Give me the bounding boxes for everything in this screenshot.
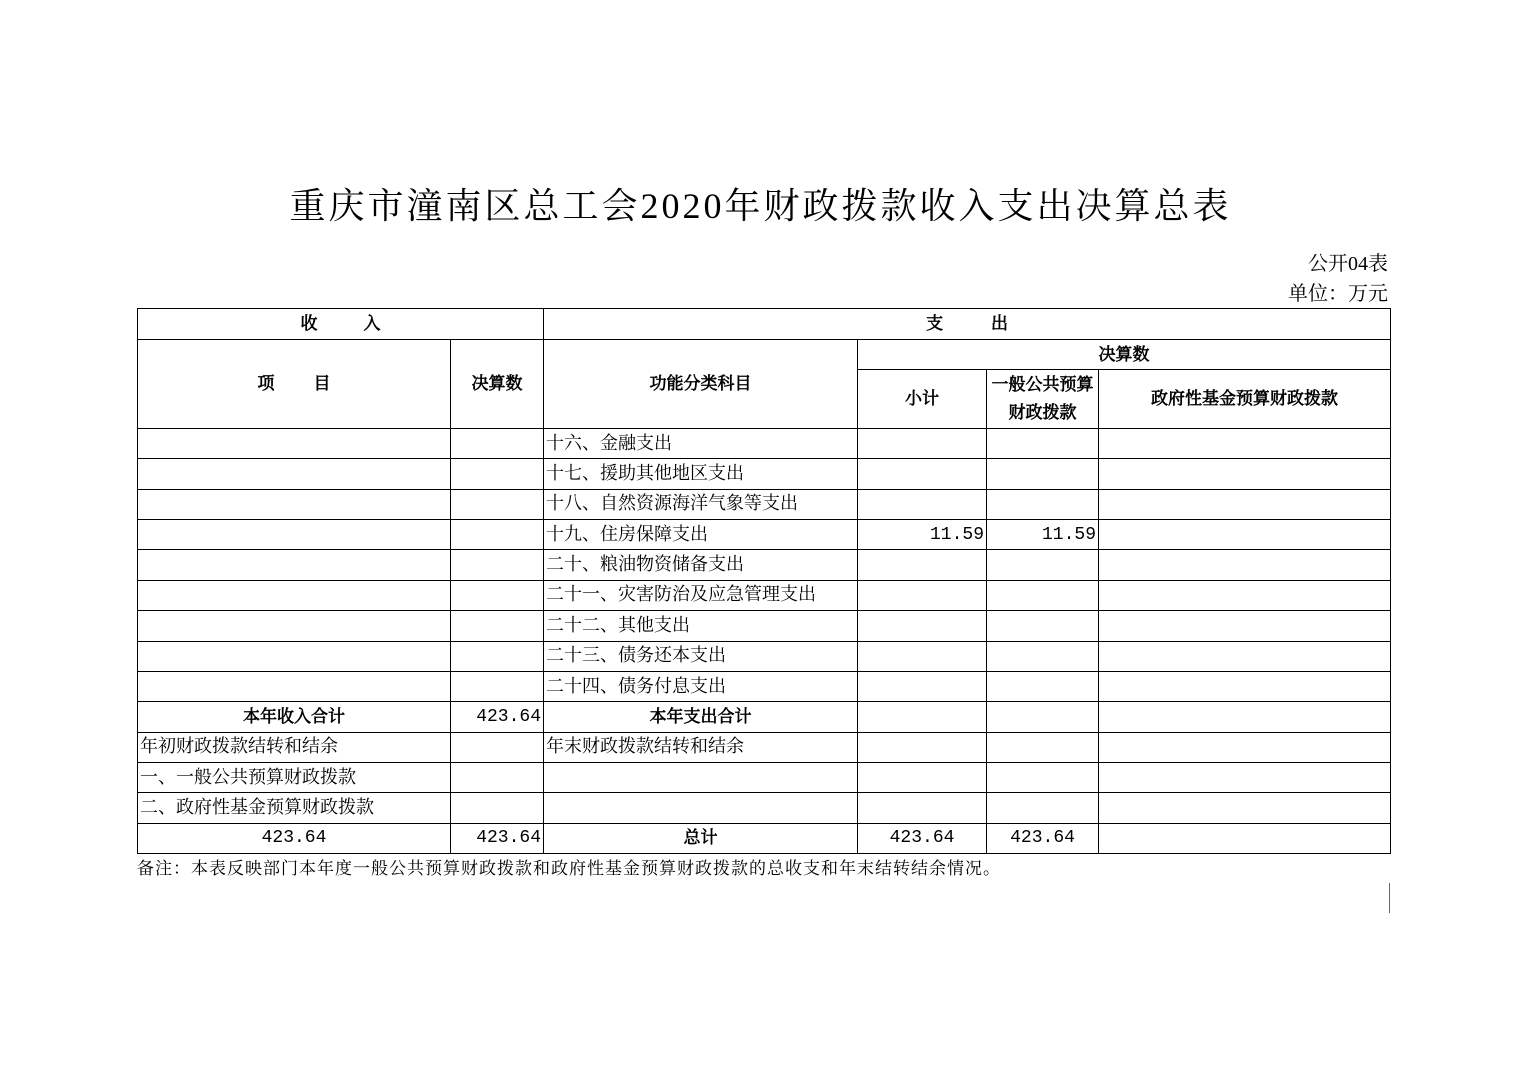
table-row bbox=[138, 520, 1391, 550]
category-cell: 十八、自然资源海洋气象等支出 bbox=[544, 489, 858, 519]
subtotal-cell bbox=[858, 429, 987, 459]
table-row bbox=[138, 671, 1391, 701]
year-income-total-label: 本年收入合计 bbox=[138, 702, 451, 732]
general-budget-cell bbox=[987, 671, 1099, 701]
year-income-total-amount: 423.64 bbox=[451, 702, 544, 732]
subtotal-cell bbox=[858, 641, 987, 671]
general-budget-cell bbox=[987, 459, 1099, 489]
grand-total-fund bbox=[1099, 823, 1391, 853]
general-budget-cell: 11.59 bbox=[987, 520, 1099, 550]
grand-total-label: 总计 bbox=[544, 823, 858, 853]
table-row bbox=[138, 459, 1391, 489]
income-amount-cell bbox=[451, 611, 544, 641]
subtotal-cell bbox=[858, 459, 987, 489]
income-amount-cell bbox=[451, 459, 544, 489]
detail-rows bbox=[138, 429, 1391, 702]
income-amount-header: 决算数 bbox=[451, 340, 544, 429]
footnote: 备注：本表反映部门本年度一般公共预算财政拨款和政府性基金预算财政拨款的总收支和年末结转结余情况。 bbox=[137, 859, 1001, 879]
income-item-cell: 一、一般公共预算财政拨款 bbox=[138, 762, 451, 792]
general-budget-cell bbox=[987, 550, 1099, 580]
form-number: 公开04表 bbox=[1308, 253, 1388, 275]
subtotal-cell bbox=[858, 580, 987, 610]
category-cell: 十六、金融支出 bbox=[544, 429, 858, 459]
expenditure-header: 支 出 bbox=[544, 309, 1391, 340]
item-header: 项 目 bbox=[138, 340, 451, 429]
table-row bbox=[138, 580, 1391, 610]
table-row bbox=[138, 489, 1391, 519]
carryover-row bbox=[138, 732, 1391, 762]
income-item-cell: 年初财政拨款结转和结余 bbox=[138, 732, 451, 762]
table-row bbox=[138, 611, 1391, 641]
category-cell bbox=[544, 762, 858, 792]
income-amount-cell bbox=[451, 489, 544, 519]
grand-income-total: 423.64 bbox=[138, 823, 451, 853]
income-amount-cell bbox=[451, 550, 544, 580]
income-item-cell bbox=[138, 671, 451, 701]
finance-table bbox=[137, 308, 1391, 854]
page-title: 重庆市潼南区总工会2020年财政拨款收入支出决算总表 bbox=[289, 186, 1232, 226]
income-item-cell bbox=[138, 489, 451, 519]
subtotal-cell bbox=[858, 489, 987, 519]
income-amount-cell bbox=[451, 429, 544, 459]
category-cell: 年末财政拨款结转和结余 bbox=[544, 732, 858, 762]
general-budget-cell bbox=[987, 762, 1099, 792]
carryover-rows bbox=[138, 732, 1391, 823]
header-row-columns bbox=[138, 340, 1391, 370]
function-category-header: 功能分类科目 bbox=[544, 340, 858, 429]
income-item-cell bbox=[138, 611, 451, 641]
grand-total-subtotal: 423.64 bbox=[858, 823, 987, 853]
income-amount-cell bbox=[451, 641, 544, 671]
grand-total-general: 423.64 bbox=[987, 823, 1099, 853]
fund-budget-cell bbox=[1099, 762, 1391, 792]
income-item-cell bbox=[138, 550, 451, 580]
category-cell: 二十、粮油物资储备支出 bbox=[544, 550, 858, 580]
general-budget-cell bbox=[987, 580, 1099, 610]
fund-budget-header: 政府性基金预算财政拨款 bbox=[1099, 370, 1391, 429]
carryover-row bbox=[138, 762, 1391, 792]
year-expenditure-fund bbox=[1099, 702, 1391, 732]
subtotal-cell bbox=[858, 550, 987, 580]
fund-budget-cell bbox=[1099, 671, 1391, 701]
table-header bbox=[138, 309, 1391, 429]
income-amount-cell bbox=[451, 580, 544, 610]
income-item-cell bbox=[138, 580, 451, 610]
general-budget-cell bbox=[987, 641, 1099, 671]
income-amount-cell bbox=[451, 732, 544, 762]
subtotal-cell bbox=[858, 732, 987, 762]
income-item-cell: 二、政府性基金预算财政拨款 bbox=[138, 793, 451, 823]
fund-budget-cell bbox=[1099, 520, 1391, 550]
general-budget-cell bbox=[987, 489, 1099, 519]
general-budget-header: 一般公共预算财政拨款 bbox=[987, 370, 1099, 429]
year-total-section bbox=[138, 702, 1391, 732]
subtotal-header: 小计 bbox=[858, 370, 987, 429]
general-budget-cell bbox=[987, 793, 1099, 823]
income-item-cell bbox=[138, 641, 451, 671]
final-amount-header: 决算数 bbox=[858, 340, 1391, 370]
category-cell: 十九、住房保障支出 bbox=[544, 520, 858, 550]
income-item-cell bbox=[138, 459, 451, 489]
table-row bbox=[138, 550, 1391, 580]
fund-budget-cell bbox=[1099, 550, 1391, 580]
fund-budget-cell bbox=[1099, 429, 1391, 459]
fund-budget-cell bbox=[1099, 793, 1391, 823]
general-budget-cell bbox=[987, 429, 1099, 459]
income-item-cell bbox=[138, 429, 451, 459]
income-amount-cell bbox=[451, 793, 544, 823]
grand-total-row bbox=[138, 823, 1391, 853]
general-budget-cell bbox=[987, 732, 1099, 762]
income-item-cell bbox=[138, 520, 451, 550]
fund-budget-cell bbox=[1099, 732, 1391, 762]
subtotal-cell: 11.59 bbox=[858, 520, 987, 550]
income-amount-cell bbox=[451, 762, 544, 792]
category-cell: 二十一、灾害防治及应急管理支出 bbox=[544, 580, 858, 610]
general-budget-cell bbox=[987, 611, 1099, 641]
header-row-sections bbox=[138, 309, 1391, 340]
margin-rule bbox=[1389, 883, 1390, 913]
income-amount-cell bbox=[451, 520, 544, 550]
subtotal-cell bbox=[858, 762, 987, 792]
fund-budget-cell bbox=[1099, 611, 1391, 641]
grand-income-amount: 423.64 bbox=[451, 823, 544, 853]
fund-budget-cell bbox=[1099, 580, 1391, 610]
unit-label: 单位：万元 bbox=[1288, 283, 1388, 305]
grand-total-section bbox=[138, 823, 1391, 853]
table-row bbox=[138, 641, 1391, 671]
subtotal-cell bbox=[858, 671, 987, 701]
year-expenditure-total-label: 本年支出合计 bbox=[544, 702, 858, 732]
subtotal-cell bbox=[858, 611, 987, 641]
category-cell: 二十二、其他支出 bbox=[544, 611, 858, 641]
fund-budget-cell bbox=[1099, 489, 1391, 519]
category-cell: 十七、援助其他地区支出 bbox=[544, 459, 858, 489]
income-amount-cell bbox=[451, 671, 544, 701]
year-expenditure-subtotal bbox=[858, 702, 987, 732]
category-cell: 二十四、债务付息支出 bbox=[544, 671, 858, 701]
fund-budget-cell bbox=[1099, 459, 1391, 489]
table-row bbox=[138, 429, 1391, 459]
carryover-row bbox=[138, 793, 1391, 823]
year-total-row bbox=[138, 702, 1391, 732]
fund-budget-cell bbox=[1099, 641, 1391, 671]
category-cell bbox=[544, 793, 858, 823]
year-expenditure-general bbox=[987, 702, 1099, 732]
subtotal-cell bbox=[858, 793, 987, 823]
category-cell: 二十三、债务还本支出 bbox=[544, 641, 858, 671]
income-header: 收 入 bbox=[138, 309, 544, 340]
